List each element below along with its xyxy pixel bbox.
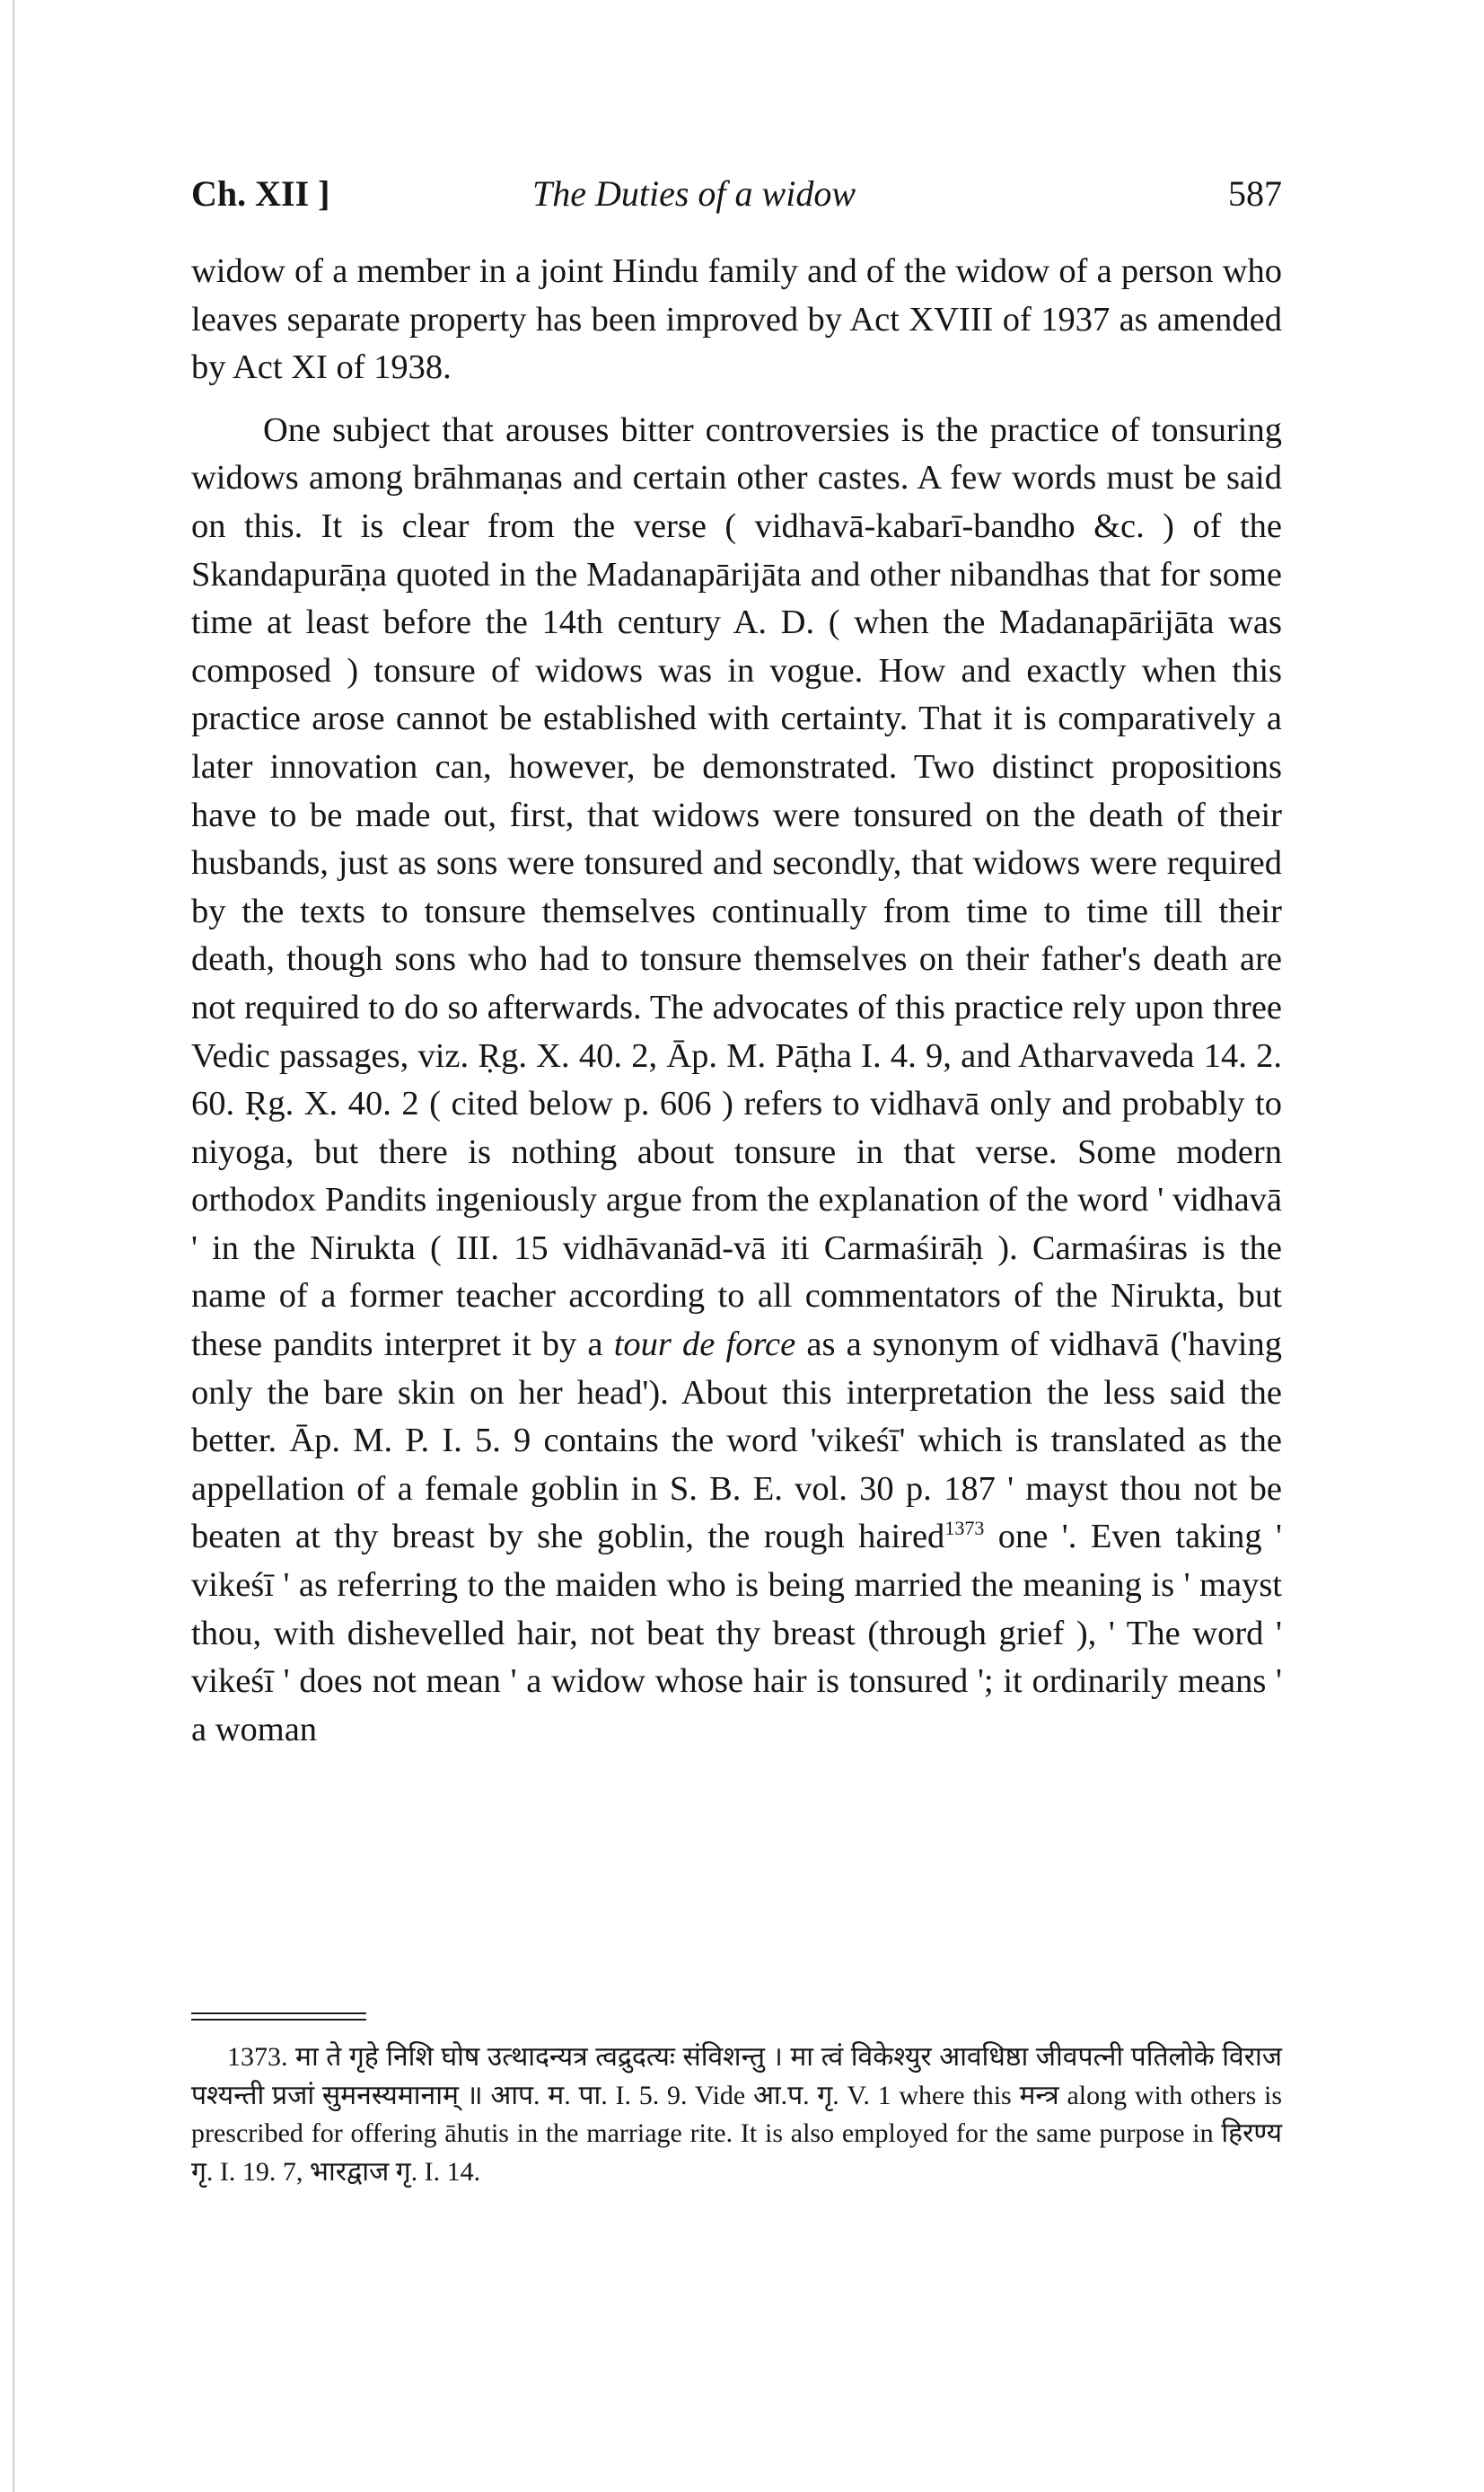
separator-rule-bottom: [191, 2019, 366, 2021]
running-title: The Duties of a widow: [532, 173, 856, 214]
paragraph-2-part-b: as a synonym of vidhavā ('having only the bare skin on her head'). About this interpretation the less said the better. Āp. M. P. I. 5. 9 contains the word 'vikeśī' which is translated as the appellation of a female goblin in S. B. E. vol. 30 p. 187 ' mayst thou not be beaten at thy breast by she goblin, the rough haired: [191, 1325, 1283, 1556]
main-text: [191, 248, 1282, 1754]
italic-phrase: tour de force: [613, 1325, 796, 1364]
footnote-text: 1373. मा ते गृहे निशि घोष उत्थादन्यत्र त्वद्रुदत्यः संविशन्तु । मा त्वं विकेश्युर आवधिष्ठा जीवपत्नी पतिलोके विराज पश्यन्ती प्रजां सुमनस्यमानाम् ॥ आप. म. पा. I. 5. 9. Vide आ.प. गृ. V. 1 where this मन्त्र along with others is prescribed for offering āhutis in the marriage rite. It is also employed for the same purpose in हिरण्य गृ. I. 19. 7, भारद्वाज गृ. I. 14.: [191, 2042, 1282, 2187]
scan-edge-line: [13, 0, 14, 2492]
paragraph-2-part-a: One subject that arouses bitter controversies is the practice of tonsuring widows among brāhmaṇas and certain other castes. A few words must be said on this. It is clear from the verse ( vidhavā-kabarī-bandho &c. ) of the Skandapurāṇa quoted in the Madanapārijāta and other nibandhas that for some time at least before the 14th century A. D. ( when the Madanapārijāta was composed ) tonsure of widows was in vogue. How and exactly when this practice arose cannot be established with certainty. That it is comparatively a later innovation can, however, be demonstrated. Two distinct propositions have to be made out, first, that widows were tonsured on the death of their husbands, just as sons were tonsured and secondly, that widows were required by the texts to tonsure themselves continually from time to time till their death, though sons who had to tonsure themselves on their father's death are not required to do so afterwards. The advocates of this practice rely upon three Vedic passages, viz. Ṛg. X. 40. 2, Āp. M. Pāṭha I. 4. 9, and Atharvaveda 14. 2. 60. Ṛg. X. 40. 2 ( cited below p. 606 ) refers to vidhavā only and probably to niyoga, but there is nothing about tonsure in that verse. Some modern orthodox Pandits ingeniously argue from the explanation of the word ' vidhavā ' in the Nirukta ( III. 15 vidhāvanād-vā iti Carmaśirāḥ ). Carmaśiras is the name of a former teacher according to all commentators of the Nirukta, but these pandits interpret it by a: [191, 410, 1282, 1364]
footnote-reference: 1373: [944, 1517, 985, 1540]
paragraph-1: widow of a member in a joint Hindu family and of the widow of a person who leaves separate property has been improved by Act XVIII of 1937 as amended by Act XI of 1938.: [191, 252, 1282, 387]
paragraph-2: [191, 407, 1282, 1755]
separator-rule-top: [191, 2012, 366, 2014]
page-number: 587: [1228, 173, 1282, 214]
footnote-1373: [191, 2039, 1282, 2191]
footnote-separator: [191, 2012, 366, 2025]
paragraph-2-part-c: one '. Even taking ' vikeśī ' as referring to the maiden who is being married the meaning is ' mayst thou, with dishevelled hair, not beat thy breast (through grief ), ' The word ' vikeśī ' does not mean ' a widow whose hair is tonsured '; it ordinarily means ' a woman: [191, 1518, 1282, 1748]
chapter-label: Ch. XII ]: [191, 173, 330, 214]
running-header: [191, 169, 1282, 219]
